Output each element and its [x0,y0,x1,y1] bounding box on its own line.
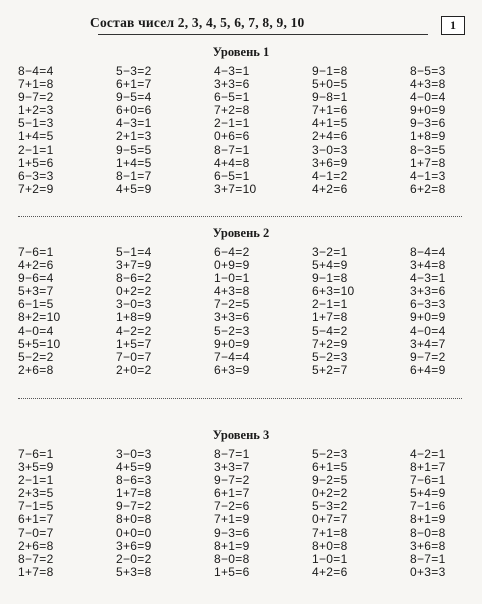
equation: 3−0=3 [116,297,152,312]
equation: 8−7=1 [214,142,250,157]
equation: 2+6=8 [18,538,54,553]
equation: 7−1=5 [18,499,54,514]
equation: 4−3=1 [410,271,446,286]
equation: 7−6=1 [410,473,446,488]
equation: 4−2=2 [116,323,152,338]
equation: 6+1=5 [312,460,348,475]
equation: 3+5=9 [18,460,54,475]
equation-column [410,246,474,377]
equation: 7−2=6 [214,499,250,514]
equation: 1−0=1 [214,271,250,286]
equation: 9−8=1 [312,90,348,105]
equation: 5−1=4 [116,245,152,259]
equation: 8+1=9 [214,538,250,553]
equation: 0+3=3 [410,564,446,579]
equation: 4−0=4 [410,90,446,105]
level-title: Уровень 3 [212,428,270,442]
equation-column [312,246,410,377]
equation: 9−3=6 [214,525,250,540]
equation: 4−3=1 [116,116,152,131]
equation: 5+5=10 [18,336,61,351]
equation: 2+3=5 [18,486,54,501]
equation: 8−6=3 [116,473,152,488]
equation: 0+6=6 [214,129,250,144]
equation: 7+2=9 [18,181,54,196]
equation: 4−3=1 [214,64,250,78]
equation: 8−0=8 [214,551,250,566]
equation: 2−1=1 [214,116,250,131]
equation: 9+0=9 [410,103,446,118]
page-header [0,12,482,36]
equation: 0+2=2 [116,284,152,299]
equation: 9−2=5 [312,473,348,488]
equation: 1+7=8 [116,486,152,501]
equation: 9+0=9 [410,310,446,325]
equation: 8+0=8 [312,538,348,553]
equation: 8−4=4 [410,245,446,259]
equation: 3−0=3 [312,142,348,157]
equation: 8−5=3 [410,64,446,78]
equation: 7−1=6 [410,499,446,514]
equation: 9−3=6 [410,116,446,131]
equation: 3+6=8 [410,538,446,553]
equation: 3+3=7 [214,460,250,475]
equation: 3+4=7 [410,336,446,351]
page-title: Состав чисел 2, 3, 4, 5, 6, 7, 8, 9, 10 [90,15,305,30]
equation-column [214,246,312,377]
equation: 4+5=9 [116,460,152,475]
equation: 8−3=5 [410,142,446,157]
equation: 4+2=6 [18,258,54,273]
equation: 1+7=8 [18,564,54,579]
equation-column [410,448,474,579]
equation: 8−7=1 [410,551,446,566]
equation: 5+0=5 [312,77,348,92]
level-title: Уровень 2 [212,226,270,240]
equation: 4+2=6 [312,564,348,579]
equation: 6+1=7 [18,512,54,527]
dotted-divider [18,398,462,399]
equation-column [18,448,116,579]
equation-grid [18,448,474,579]
equation: 4+3=8 [410,77,446,92]
equation: 7−0=7 [116,349,152,364]
equation: 8+2=10 [18,310,61,325]
equation: 1+5=7 [116,336,152,351]
equation: 7−0=7 [18,525,54,540]
equation: 8−7=1 [214,447,250,461]
equation: 2+0=2 [116,362,152,377]
equation: 4+1=5 [312,116,348,131]
equation: 1+5=6 [214,564,250,579]
equation: 0+0=0 [116,525,152,540]
equation: 3−0=3 [116,447,152,461]
equation: 7−6=1 [18,447,54,461]
equation: 6+3=9 [214,362,250,377]
equation: 6−3=3 [18,168,54,183]
level-title: Уровень 1 [212,45,270,59]
equation: 1+5=6 [18,155,54,170]
equation: 4−0=4 [410,323,446,338]
equation: 7−2=5 [214,297,250,312]
equation: 8+1=7 [410,460,446,475]
equation: 2+6=8 [18,362,54,377]
equation: 5+3=8 [116,564,152,579]
equation: 1+8=9 [410,129,446,144]
equation: 8−6=2 [116,271,152,286]
equation: 9−5=5 [116,142,152,157]
equation: 3+3=6 [410,284,446,299]
equation: 4+4=8 [214,155,250,170]
equation: 1+7=8 [312,310,348,325]
header-rule [98,34,428,35]
equation-column [116,65,214,196]
equation: 6+2=8 [410,181,446,196]
equation-column [312,448,410,579]
equation: 4−0=4 [18,323,54,338]
equation: 1+8=9 [116,310,152,325]
equation: 6+1=7 [214,486,250,501]
equation: 4+5=9 [116,181,152,196]
equation: 1+4=5 [116,155,152,170]
equation: 9−1=8 [312,271,348,286]
equation: 4−1=2 [312,168,348,183]
equation: 9−7=2 [116,499,152,514]
equation: 1+2=3 [18,103,54,118]
equation: 5+2=7 [312,362,348,377]
equation: 6−3=3 [410,297,446,312]
equation: 2−1=1 [18,142,54,157]
equation: 7−4=4 [214,349,250,364]
equation: 8+1=9 [410,512,446,527]
equation: 3+4=8 [410,258,446,273]
equation: 5+4=9 [312,258,348,273]
equation: 7+2=8 [214,103,250,118]
equation: 5−1=3 [18,116,54,131]
equation: 6+1=7 [116,77,152,92]
equation: 8−4=4 [18,64,54,78]
equation: 8+0=8 [116,512,152,527]
equation: 3+3=6 [214,310,250,325]
equation: 6−5=1 [214,90,250,105]
equation: 8−1=7 [116,168,152,183]
equation: 3+7=10 [214,181,257,196]
equation: 4+2=6 [312,181,348,196]
equation: 3+3=6 [214,77,250,92]
equation: 1−0=1 [312,551,348,566]
equation: 4−2=1 [410,447,446,461]
equation-column [18,65,116,196]
equation: 8−7=2 [18,551,54,566]
equation: 2−0=2 [116,551,152,566]
equation: 7+1=6 [312,103,348,118]
equation: 9−1=8 [312,64,348,78]
equation: 2+1=3 [116,129,152,144]
equation: 6−1=5 [18,297,54,312]
equation: 7−6=1 [18,245,54,259]
equation: 1+7=8 [410,155,446,170]
equation: 2+4=6 [312,129,348,144]
equation: 9−5=4 [116,90,152,105]
equation: 3+6=9 [116,538,152,553]
equation: 5−2=3 [214,323,250,338]
equation: 9+0=9 [214,336,250,351]
equation: 7+2=9 [312,336,348,351]
equation-column [312,65,410,196]
equation-column [214,65,312,196]
equation: 5−4=2 [312,323,348,338]
equation: 9−7=2 [18,90,54,105]
equation: 7+1=8 [312,525,348,540]
equation-column [18,246,116,377]
equation: 2−1=1 [312,297,348,312]
equation-column [214,448,312,579]
equation: 8−0=8 [410,525,446,540]
equation: 5+4=9 [410,486,446,501]
equation: 5+3=7 [18,284,54,299]
equation: 4−1=3 [410,168,446,183]
equation: 6+4=9 [410,362,446,377]
equation: 2−1=1 [18,473,54,488]
equation: 9−7=2 [214,473,250,488]
equation-grid [18,65,474,196]
equation-grid [18,246,474,377]
equation-column [116,448,214,579]
page-number-box: 1 [441,16,465,35]
equation: 5−2=3 [312,349,348,364]
equation: 0+2=2 [312,486,348,501]
equation-column [116,246,214,377]
equation: 6−4=2 [214,245,250,259]
equation: 5−3=2 [312,499,348,514]
equation: 5−2=2 [18,349,54,364]
equation: 9−7=2 [410,349,446,364]
equation: 9−6=4 [18,271,54,286]
dotted-divider [18,216,462,217]
equation: 0+7=7 [312,512,348,527]
equation: 3+7=9 [116,258,152,273]
equation: 5−3=2 [116,64,152,78]
equation: 5−2=3 [312,447,348,461]
equation: 3+6=9 [312,155,348,170]
equation: 4+3=8 [214,284,250,299]
equation-column [410,65,474,196]
equation: 6+0=6 [116,103,152,118]
equation: 3−2=1 [312,245,348,259]
equation: 1+4=5 [18,129,54,144]
equation: 0+9=9 [214,258,250,273]
equation: 6−5=1 [214,168,250,183]
equation: 7+1=8 [18,77,54,92]
equation: 6+3=10 [312,284,355,299]
equation: 7+1=9 [214,512,250,527]
